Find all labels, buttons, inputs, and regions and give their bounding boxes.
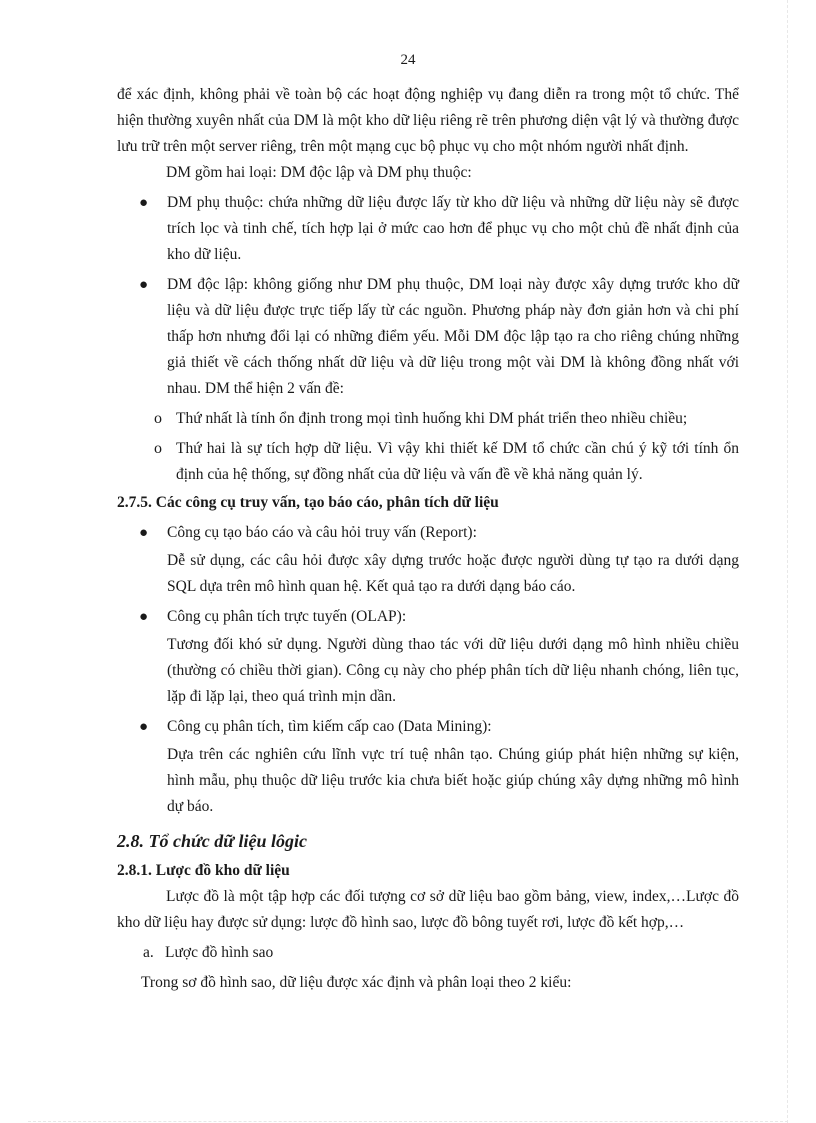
tool-description: Tương đối khó sử dụng. Người dùng thao tác với dữ liệu dưới dạng mô hình nhiều chiều (thường có chiều thời gian). Công cụ này cho phép phân tích dữ liệu nhanh chóng, liên tục, lặp đi lặp lại, theo quá trình mịn dần. xyxy=(167,636,739,705)
bullet-icon: ● xyxy=(139,525,149,541)
list-item-star-schema xyxy=(117,940,739,966)
list-item-dm-dependent xyxy=(117,190,739,268)
section-heading-2-7-5: 2.7.5. Các công cụ truy vấn, tạo báo cáo, phân tích dữ liệu xyxy=(117,494,499,511)
intro-paragraph: để xác định, không phải về toàn bộ các hoạt động nghiệp vụ đang diễn ra trong một tổ chức. Thể hiện thường xuyên nhất của DM là một kho dữ liệu riêng rẽ trên phương diện vật lý và thường được lưu trữ trên một server riêng, trên một mạng cục bộ phục vụ cho một nhóm người nhất định. xyxy=(117,86,739,155)
circle-bullet-icon: o xyxy=(154,410,162,427)
section-heading-2-8-1: 2.8.1. Lược đồ kho dữ liệu xyxy=(117,862,290,879)
bullet-icon: ● xyxy=(139,719,149,735)
sub-item-text: Thứ nhất là tính ổn định trong mọi tình huống khi DM phát triển theo nhiều chiều; xyxy=(176,410,688,427)
sub-item-stability xyxy=(117,406,739,432)
section-heading-2-8: 2.8. Tổ chức dữ liệu lôgic xyxy=(117,831,308,851)
tool-description: Dựa trên các nghiên cứu lĩnh vực trí tuệ nhân tạo. Chúng giúp phát hiện những sự kiện, hình mẫu, phụ thuộc dữ liệu trước kia chưa biết hoặc giúp chúng xây dựng những mô hình dự báo. xyxy=(167,746,739,815)
list-item-text: DM độc lập: không giống như DM phụ thuộc, DM loại này được xây dựng trước kho dữ liệu và dữ liệu được trực tiếp lấy từ các nguồn. Phương pháp này đơn giản hơn và chi phí thấp hơn nhưng đổi lại có những điểm yếu. Mỗi DM độc lập tạo ra cho riêng chúng những giả thiết về cách thống nhất dữ liệu và dữ liệu trong một vài DM là không đồng nhất với nhau. DM thể hiện 2 vấn đề: xyxy=(167,276,739,397)
schema-paragraph: Lược đồ là một tập hợp các đối tượng cơ sở dữ liệu bao gồm bảng, view, index,…Lược đồ kho dữ liệu hay được sử dụng: lược đồ hình sao, lược đồ bông tuyết rơi, lược đồ kết hợp,… xyxy=(117,888,739,931)
dm-types-paragraph: DM gồm hai loại: DM độc lập và DM phụ thuộc: xyxy=(166,164,472,181)
list-item-report-tool xyxy=(117,520,739,546)
list-item-dm-independent xyxy=(117,272,739,402)
star-schema-paragraph: Trong sơ đồ hình sao, dữ liệu được xác định và phân loại theo 2 kiểu: xyxy=(141,974,572,991)
circle-bullet-icon: o xyxy=(154,440,162,457)
sub-item-text: Thứ hai là sự tích hợp dữ liệu. Vì vậy khi thiết kế DM tổ chức cần chú ý kỹ tới tính ổn định của hệ thống, sự đồng nhất của dữ liệu và vấn đề về khả năng quản lý. xyxy=(176,440,739,483)
page-border-right xyxy=(787,0,788,1123)
page-number: 24 xyxy=(400,52,416,68)
list-item-title: Công cụ phân tích trực tuyến (OLAP): xyxy=(167,608,407,625)
sub-item-integration xyxy=(117,436,739,488)
tool-description: Dễ sử dụng, các câu hỏi được xây dựng trước hoặc được người dùng tự tạo ra dưới dạng SQL dựa trên mô hình quan hệ. Kết quả tạo ra dưới dạng báo cáo. xyxy=(167,552,739,595)
page-border-bottom xyxy=(28,1121,788,1122)
list-item-title: Lược đồ hình sao xyxy=(165,944,274,961)
bullet-icon: ● xyxy=(139,277,149,293)
alpha-marker: a. xyxy=(143,944,154,961)
list-item-title: Công cụ tạo báo cáo và câu hỏi truy vấn (Report): xyxy=(167,524,477,541)
list-item-text: DM phụ thuộc: chứa những dữ liệu được lấy từ kho dữ liệu và những dữ liệu này sẽ được trích lọc và tinh chế, tích hợp lại ở mức cao hơn để phục vụ cho một chủ đề nhất định của kho dữ liệu. xyxy=(167,194,739,263)
list-item-title: Công cụ phân tích, tìm kiếm cấp cao (Data Mining): xyxy=(167,718,492,735)
page-content xyxy=(117,82,739,996)
list-item-data-mining-tool xyxy=(117,714,739,740)
list-item-olap-tool xyxy=(117,604,739,630)
bullet-icon: ● xyxy=(139,195,149,211)
bullet-icon: ● xyxy=(139,609,149,625)
